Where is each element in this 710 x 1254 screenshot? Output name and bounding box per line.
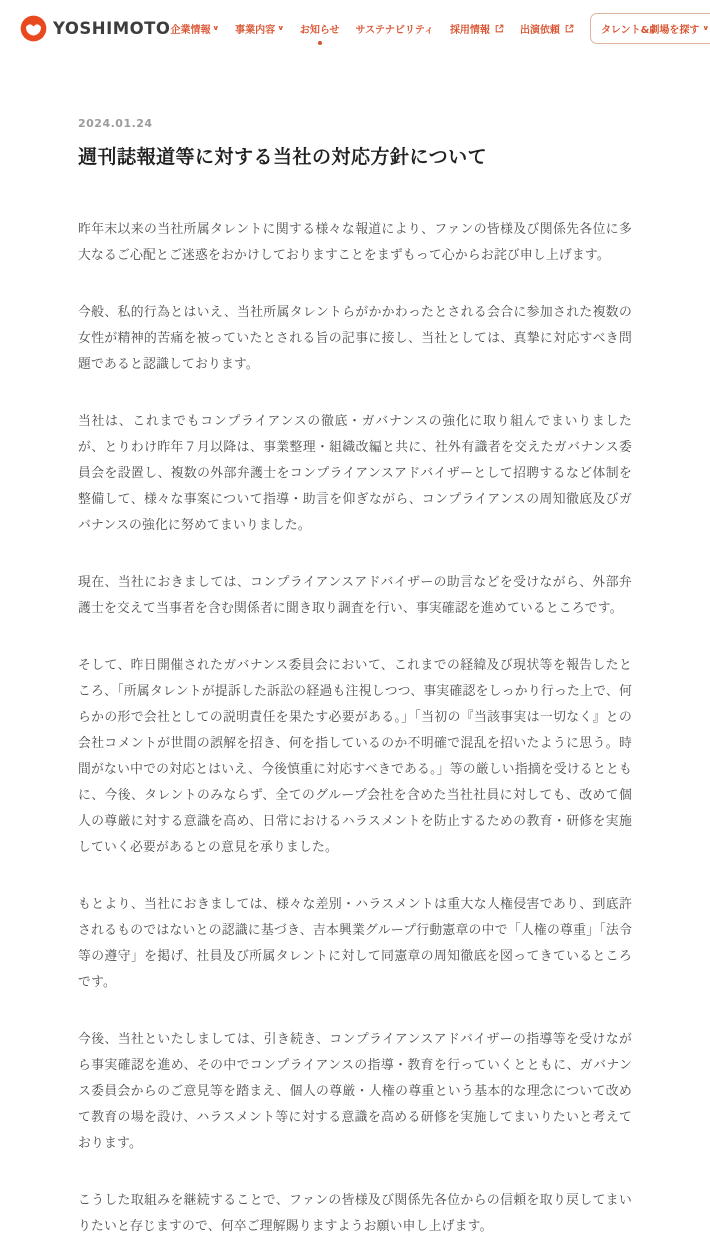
cta-label: タレント&劇場を探す — [600, 25, 700, 36]
paragraph-governance-committee: そして、昨日開催されたガバナンス委員会において、これまでの経緯及び現状等を報告したところ、「所属タレントが提訴した訴訟の経過も注視しつつ、事実確認をしっかり行った上で、何らかの形で会社としての説明責任を果たす必要がある。」「当初の『当該事実は一切なく』との会社コメントが世間の誤解を招き、何を指しているのか不明確で混乱を招いたように思う。時間がない中での対応とはいえ、今後慎重に対応すべきである。」等の厳しい指摘を受けるとともに、今後、タレントのみならず、全てのグループ会社を含めた当社社員に対しても、改めて個人の尊厳に対する意識を高め、日常におけるハラスメントを防止するための教育・研修を実施していく必要があるとの意見を承りました。 — [78, 657, 632, 855]
article-date: 2024.01.24 — [78, 117, 153, 130]
nav-label: 採用情報 — [449, 25, 490, 36]
nav-label: 企業情報 — [170, 25, 211, 36]
nav-item-business[interactable] — [235, 21, 284, 36]
nav-label: 出演依頼 — [519, 25, 560, 36]
active-page-dot — [318, 41, 322, 45]
paragraph-recognition: 今般、私的行為とはいえ、当社所属タレントらがかかわったとされる会合に参加された複数の女性が精神的苦痛を被っていたとされる旨の記事に接し、当社としては、真摯に対応すべき問題であると認識しております。 — [78, 304, 632, 372]
nav-label: 事業内容 — [235, 25, 276, 36]
nav-item-recruit[interactable] — [450, 21, 504, 36]
nav-item-appearance-request[interactable] — [520, 21, 574, 36]
nav-item-corporate-info[interactable] — [170, 21, 219, 36]
yoshimoto-logo-icon — [20, 15, 47, 42]
chevron-down-icon: ∨ — [212, 24, 220, 32]
paragraph-future-policy: 今後、当社といたしましては、引き続き、コンプライアンスアドバイザーの指導等を受けながら事実確認を進め、その中でコンプライアンスの指導・教育を行っていくとともに、ガバナンス委員会からのご意見等を踏まえ、個人の尊厳・人権の尊重という基本的な理念について改めて教育の場を設け、ハラスメント等に対する意識を高める研修を実施してまいりたいと考えております。 — [78, 1031, 632, 1151]
chevron-down-icon: ∨ — [702, 24, 710, 32]
paragraph-current-investigation: 現在、当社におきましては、コンプライアンスアドバイザーの助言などを受けながら、外部弁護士を交えて当事者を含む関係者に聞き取り調査を行い、事実確認を進めているところです。 — [78, 574, 632, 616]
nav-label: お知らせ — [299, 25, 340, 36]
paragraph-apology: 昨年末以来の当社所属タレントに関する様々な報道により、ファンの皆様及び関係先各位に多大なるご心配とご迷惑をおかけしておりますことをまずもって心からお詫び申し上げます。 — [78, 221, 632, 263]
site-header — [0, 0, 710, 57]
news-article — [78, 57, 632, 1254]
nav-label: サステナビリティ — [355, 25, 434, 36]
chevron-down-icon: ∨ — [277, 24, 285, 32]
paragraph-charter: もとより、当社におきましては、様々な差別・ハラスメントは重大な人権侵害であり、到底許されるものではないとの認識に基づき、吉本興業グループ行動憲章の中で「人権の尊重」「法令等の遵守」を掲げ、社員及び所属タレントに対して同憲章の周知徹底を図ってきているところです。 — [78, 896, 632, 990]
paragraph-closing: こうした取組みを継続することで、ファンの皆様及び関係先各位からの信頼を取り戻してまいりたいと存じますので、何卒ご理解賜りますようお願い申し上げます。 — [78, 1192, 632, 1234]
article-title: 週刊誌報道等に対する当社の対応方針について — [78, 146, 488, 168]
talent-theater-search-button[interactable] — [590, 13, 710, 44]
external-link-icon — [495, 24, 504, 33]
logo-text: YOSHIMOTO — [53, 19, 171, 38]
main-nav — [170, 13, 710, 44]
article-body — [78, 217, 632, 1240]
paragraph-compliance-history: 当社は、これまでもコンプライアンスの徹底・ガバナンスの強化に取り組んでまいりましたが、とりわけ昨年７月以降は、事業整理・組織改編と共に、社外有識者を交えたガバナンス委員会を設置し、複数の外部弁護士をコンプライアンスアドバイザーとして招聘するなど体制を整備して、様々な事案について指導・助言を仰ぎながら、コンプライアンスの周知徹底及びガバナンスの強化に努めてまいりました。 — [78, 413, 632, 533]
nav-item-news[interactable] — [300, 21, 340, 36]
logo[interactable] — [20, 15, 170, 42]
external-link-icon — [565, 24, 574, 33]
nav-item-sustainability[interactable] — [356, 21, 434, 36]
